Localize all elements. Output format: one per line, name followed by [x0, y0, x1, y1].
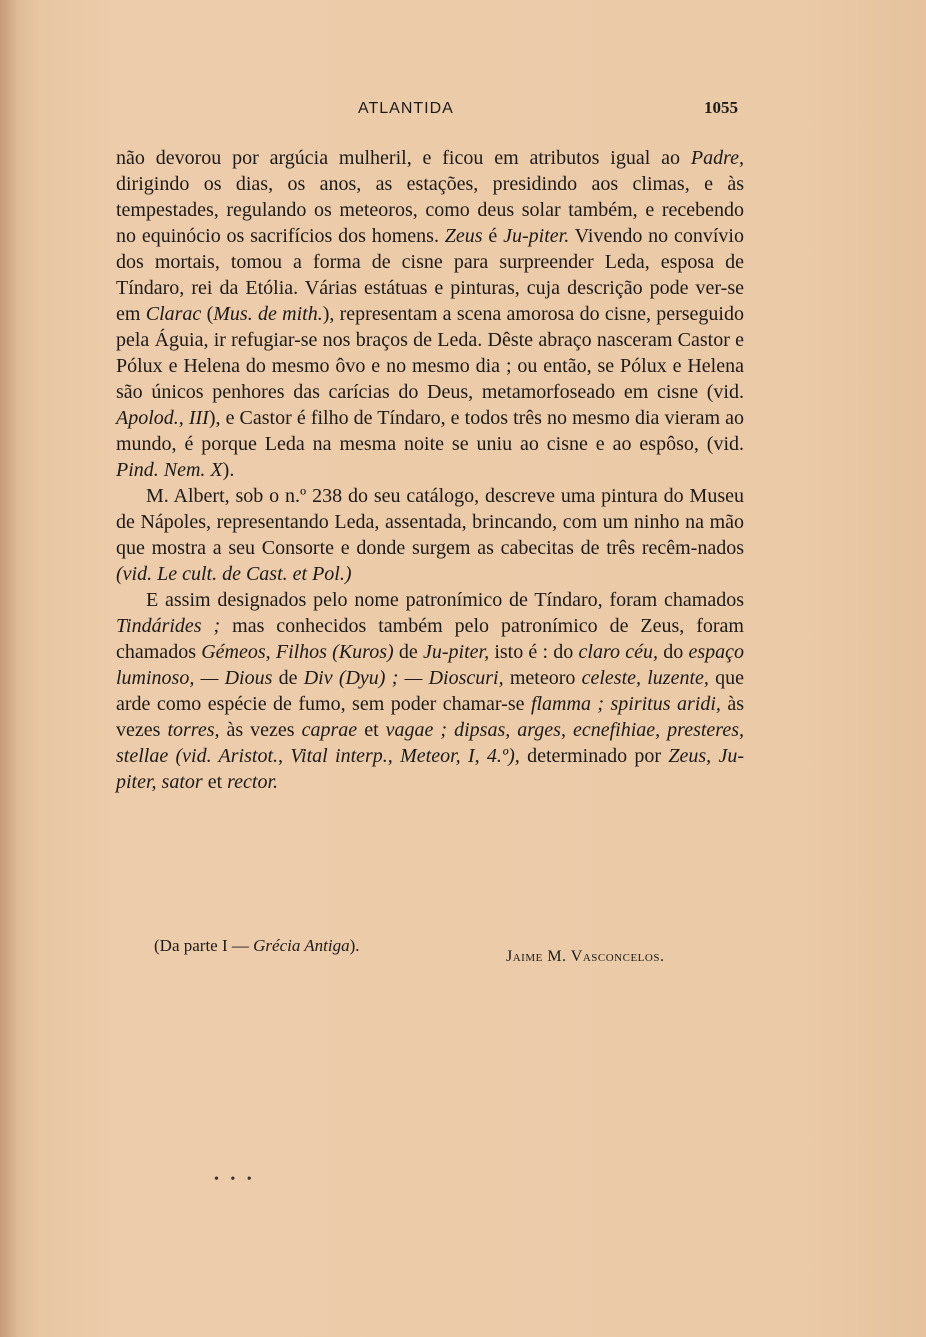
text-run: determinado por	[519, 745, 669, 767]
italic-run: Div (Dyu) ; — Dioscuri,	[303, 667, 504, 689]
italic-run: torres,	[167, 719, 220, 741]
italic-run: Zeus, Ju-piter, sator	[116, 745, 744, 793]
paragraph	[116, 483, 744, 587]
italic-run: celeste, luzente,	[581, 667, 709, 689]
source-title: Grécia Antiga	[253, 936, 350, 955]
italic-run: Gémeos, Filhos (Kuros)	[201, 641, 394, 663]
text-run: é	[482, 225, 504, 247]
text-run: às vezes	[116, 693, 744, 741]
italic-run: (vid. Le cult. de Cast. et Pol.)	[116, 563, 352, 585]
ornament-dots: • • •	[214, 1172, 256, 1187]
page-number: 1055	[704, 98, 738, 117]
paragraph	[116, 587, 744, 795]
italic-run: Mus. de mith.	[213, 303, 323, 325]
italic-run: Pind. Nem. X	[116, 459, 223, 481]
italic-run: Apolod., III	[116, 407, 209, 429]
source-suffix: ).	[349, 936, 360, 955]
text-run: que arde como espécie de fumo, sem poder chamar-se	[116, 667, 745, 715]
running-head	[0, 98, 926, 124]
text-run: isto é : do	[489, 641, 579, 663]
italic-run: Padre,	[690, 147, 744, 169]
text-run: et	[357, 719, 386, 741]
italic-run: Zeus	[444, 225, 483, 247]
italic-run: flamma ; spiritus aridi,	[530, 693, 721, 715]
italic-run: caprae	[301, 719, 358, 741]
journal-title: ATLANTIDA	[358, 100, 454, 117]
text-run: de	[393, 641, 423, 663]
body-text	[116, 145, 744, 795]
text-run: (	[201, 303, 214, 325]
text-run: meteoro	[503, 667, 582, 689]
text-run: do	[657, 641, 689, 663]
source-prefix: (Da parte I —	[154, 936, 254, 955]
italic-run: Ju-piter,	[423, 641, 490, 663]
page-edge-shadow	[0, 0, 18, 1337]
italic-run: Clarac	[145, 303, 202, 325]
text-run: dirigindo os dias, os anos, as estações, presidindo aos climas, e às tempestades, regulando os meteoros, como deus solar também, e recebendo no equinócio os sacrifícios dos homens.	[116, 173, 744, 247]
italic-run: claro céu,	[578, 641, 658, 663]
signature-block	[0, 932, 926, 972]
italic-run: espaço luminoso, — Dious	[116, 641, 744, 689]
text-run: Vivendo no convívio dos mortais, tomou a forma de cisne para surpreender Leda, esposa de Tíndaro, rei da Etólia. Várias estátuas e pinturas, cuja descrição pode ver-se em	[116, 225, 744, 325]
author-name: Jaime M. Vasconcelos.	[506, 948, 665, 965]
italic-run: rector.	[227, 771, 279, 793]
source-note	[154, 936, 360, 956]
paragraph	[116, 145, 744, 483]
text-run: ).	[222, 459, 235, 481]
italic-run: Tindárides ;	[116, 615, 221, 637]
text-run: E assim designados pelo nome patronímico de Tíndaro, foram chamados	[146, 589, 744, 611]
text-run: às vezes	[219, 719, 302, 741]
text-run: não devorou por argúcia mulheril, e ficou em atributos igual ao	[116, 147, 691, 169]
text-run: de	[272, 667, 304, 689]
italic-run: Ju-piter.	[503, 225, 570, 247]
text-run: M. Albert, sob o n.º 238 do seu catálogo, descreve uma pintura do Museu de Nápoles, representando Leda, assentada, brincando, com um ninho na mão que mostra a seu Consorte e donde surgem as cabecitas de três recêm-nados	[116, 485, 744, 559]
text-run: mas conhecidos também pelo patronímico de Zeus, foram chamados	[116, 615, 744, 663]
text-run: ), e Castor é filho de Tíndaro, e todos três no mesmo dia vieram ao mundo, é porque Leda na mesma noite se uniu ao cisne e ao espôso, (vid.	[116, 407, 744, 455]
text-run: ), representam a scena amorosa do cisne, perseguido pela Águia, ir refugiar-se nos braços de Leda. Dêste abraço nasceram Castor e Pólux e Helena do mesmo ôvo e no mesmo dia ; ou então, se Pólux e Helena são únicos penhores das carícias do Deus, metamorfoseado em cisne (vid.	[116, 303, 744, 403]
text-run: et	[202, 771, 228, 793]
italic-run: vagae ; dipsas, arges, ecnefihiae, presteres, stellae (vid. Aristot., Vital interp., Meteor, I, 4.º),	[116, 719, 745, 767]
